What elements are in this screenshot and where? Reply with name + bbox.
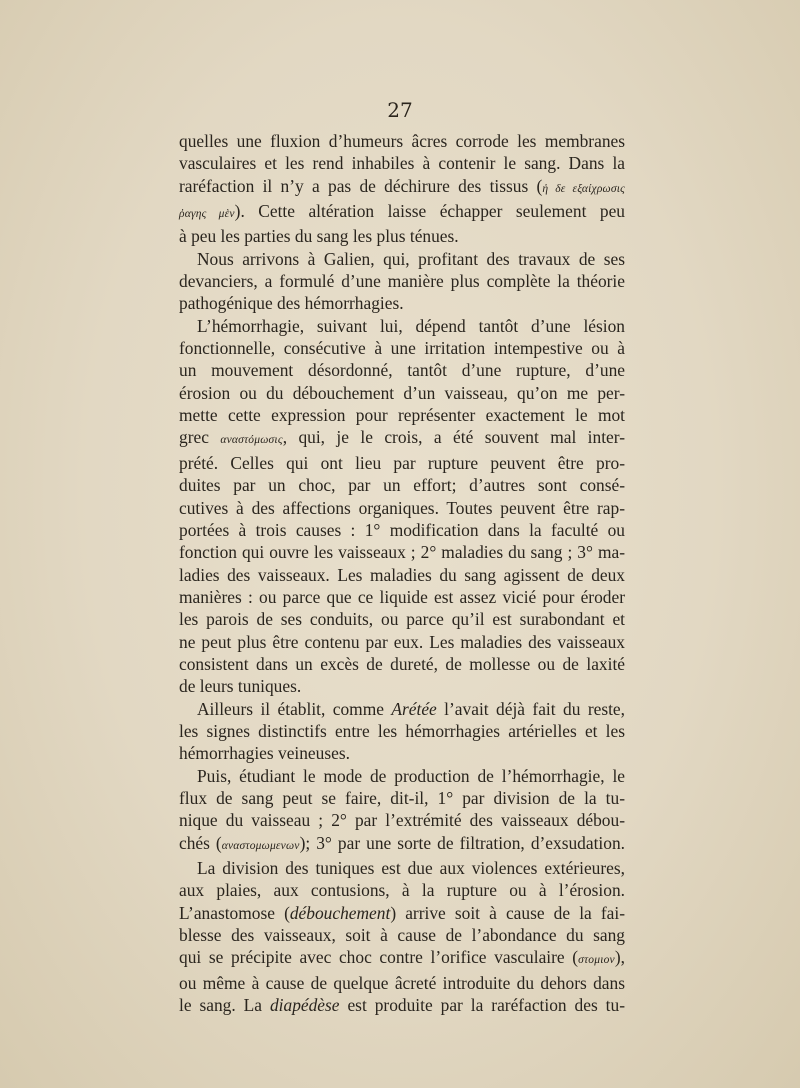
- text-run: cutives à des affections organiques. Toutes peuvent être rap-: [179, 497, 625, 518]
- text-run: ou même à cause de quelque âcreté introduite du dehors dans: [179, 972, 625, 993]
- text-run: un mouvement désordonné, tantôt d’une rupture, d’une: [179, 360, 625, 381]
- text-line: [179, 248, 625, 270]
- text-line: [179, 426, 625, 451]
- text-run: ladies des vaisseaux. Les maladies du sang agissent de deux: [179, 564, 625, 585]
- text-line: [179, 972, 625, 994]
- text-line: [179, 497, 625, 519]
- text-line: [179, 675, 625, 697]
- greek-term: ἡ δε εξαίχρωσις: [542, 182, 625, 195]
- text-run: vasculaires et les rend inhabiles à contenir le sang. Dans la: [179, 153, 625, 174]
- text-line: [179, 809, 625, 831]
- greek-term: στομιον: [578, 954, 615, 967]
- text-line: [179, 452, 625, 474]
- text-line: [179, 404, 625, 426]
- text-line: [179, 902, 625, 924]
- text-line: [179, 698, 625, 720]
- text-line: [179, 564, 625, 586]
- text-run: hémorrhagies veineuses.: [179, 743, 350, 764]
- text-line: [179, 225, 625, 247]
- text-line: [179, 994, 625, 1016]
- text-line: [179, 270, 625, 292]
- text-run: de leurs tuniques.: [179, 676, 302, 697]
- italic-term: Arétée: [391, 698, 437, 719]
- text-run: portées à trois causes : 1° modification dans la faculté ou: [179, 519, 625, 540]
- text-line: [179, 879, 625, 901]
- text-run: Ailleurs il établit, comme: [197, 698, 392, 719]
- text-line: [179, 175, 625, 200]
- text-run: devanciers, a formulé d’une manière plus complète la théorie: [179, 271, 625, 292]
- text-run: ); 3° par une sorte de filtration, d’exsudation.: [299, 832, 625, 853]
- text-run: raréfaction il n’y a pas de déchirure des tissus (: [179, 175, 543, 196]
- text-run: ) arrive soit à cause de la fai-: [390, 902, 625, 923]
- text-line: [179, 832, 625, 857]
- text-line: [179, 631, 625, 653]
- text-run: grec: [179, 427, 221, 448]
- text-run: mette cette expression pour représenter exactement le mot: [179, 405, 625, 426]
- text-run: est produite par la raréfaction des tu-: [339, 995, 625, 1016]
- text-line: [179, 337, 625, 359]
- text-run: prété. Celles qui ont lieu par rupture peuvent être pro-: [179, 452, 625, 473]
- text-run: qui se précipite avec choc contre l’orifice vasculaire (: [179, 947, 579, 968]
- text-run: érosion ou du débouchement d’un vaisseau, qu’on me per-: [179, 382, 625, 403]
- text-run: , qui, je le crois, a été souvent mal inter-: [282, 427, 625, 448]
- text-line: [179, 924, 625, 946]
- text-line: [179, 474, 625, 496]
- text-line: [179, 586, 625, 608]
- text-line: [179, 292, 625, 314]
- text-run: consistent dans un excès de dureté, de mollesse ou de laxité: [179, 653, 625, 674]
- greek-term: ῥαγης μὲν: [179, 208, 235, 221]
- page-number: 27: [387, 98, 413, 122]
- text-line: [179, 315, 625, 337]
- text-run: Puis, étudiant le mode de production de l’hémorrhagie, le: [197, 765, 625, 786]
- text-run: ). Cette altération laisse échapper seulement peu: [234, 201, 626, 222]
- text-line: [179, 787, 625, 809]
- text-run: nique du vaisseau ; 2° par l’extrémité des vaisseaux débou-: [179, 810, 625, 831]
- text-line: [179, 742, 625, 764]
- text-run: blesse des vaisseaux, soit à cause de l’abondance du sang: [179, 925, 625, 946]
- text-run: L’anastomose (: [179, 902, 290, 923]
- italic-term: diapédèse: [269, 995, 340, 1016]
- text-line: [179, 946, 625, 971]
- text-line: [179, 541, 625, 563]
- text-line: [179, 765, 625, 787]
- text-run: les signes distinctifs entre les hémorrhagies artérielles et les: [179, 720, 625, 741]
- text-run: fonction qui ouvre les vaisseaux ; 2° maladies du sang ; 3° ma-: [179, 542, 625, 563]
- text-run: manières : ou parce que ce liquide est assez vicié pour éroder: [179, 586, 625, 607]
- text-line: [179, 382, 625, 404]
- text-run: quelles une fluxion d’humeurs âcres corrode les membranes: [179, 131, 625, 151]
- text-run: L’hémorrhagie, suivant lui, dépend tantôt d’une lésion: [197, 315, 625, 336]
- text-run: ),: [614, 947, 625, 968]
- text-run: ne peut plus être contenu par eux. Les maladies des vaisseaux: [179, 631, 625, 652]
- text-line: [179, 152, 625, 174]
- text-line: [179, 519, 625, 541]
- greek-term: αναστομωμενων: [221, 839, 300, 852]
- text-run: flux de sang peut se faire, dit-il, 1° par division de la tu-: [179, 787, 625, 808]
- text-run: aux plaies, aux contusions, à la rupture ou à l’érosion.: [179, 880, 625, 901]
- text-run: chés (: [179, 832, 222, 853]
- text-line: [179, 130, 625, 152]
- text-line: [179, 653, 625, 675]
- text-run: les parois de ses conduits, ou parce qu’il est surabondant et: [179, 609, 625, 630]
- greek-term: αναστόμωσις: [220, 434, 283, 447]
- text-run: fonctionnelle, consécutive à une irritation intempestive ou à: [179, 338, 625, 359]
- text-run: Nous arrivons à Galien, qui, profitant des travaux de ses: [197, 248, 625, 269]
- text-run: pathogénique des hémorrhagies.: [179, 293, 404, 314]
- body-text: [179, 130, 625, 1016]
- text-run: duites par un choc, par un effort; d’autres sont consé-: [179, 475, 625, 496]
- text-line: [179, 200, 625, 225]
- text-run: à peu les parties du sang les plus ténues.: [179, 226, 459, 247]
- text-line: [179, 608, 625, 630]
- text-line: [179, 359, 625, 381]
- text-line: [179, 720, 625, 742]
- text-run: le sang. La: [179, 995, 270, 1016]
- text-line: [179, 857, 625, 879]
- italic-term: débouchement: [289, 902, 391, 923]
- text-run: l’avait déjà fait du reste,: [436, 698, 625, 719]
- text-run: La division des tuniques est due aux violences extérieures,: [197, 858, 625, 878]
